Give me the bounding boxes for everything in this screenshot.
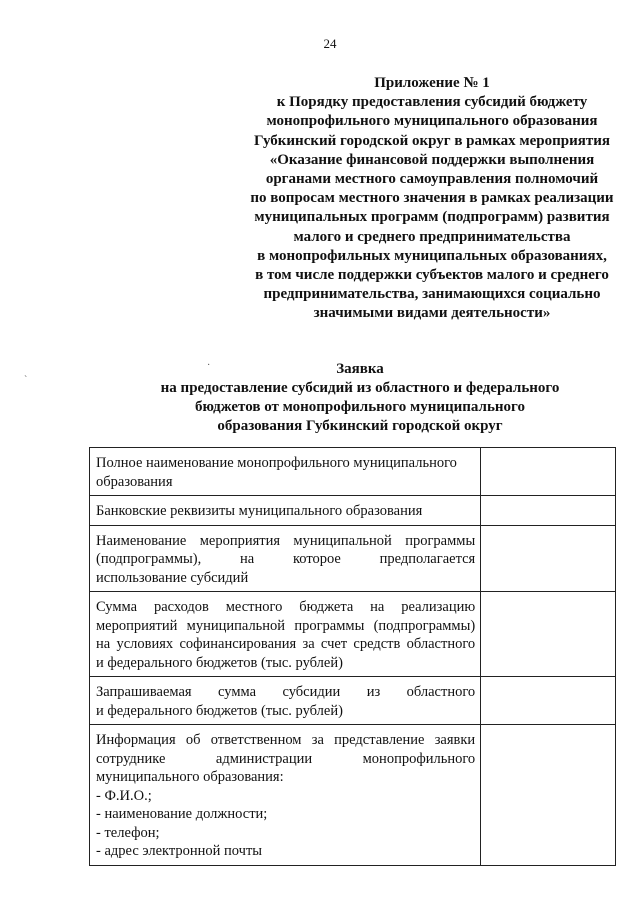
appendix-line: к Порядку предоставления субсидий бюджету (276, 94, 588, 111)
row-label-line: Наименование мероприятия муниципальной программы (96, 532, 476, 549)
row-label-line: образования (96, 473, 173, 490)
row-value-requested-subsidy[interactable] (481, 677, 616, 725)
row-label-line: - Ф.И.О.; (96, 787, 152, 804)
row-value-responsible-person[interactable] (481, 725, 616, 866)
row-label-line: и федерального бюджетов (тыс. рублей) (96, 702, 343, 719)
request-title: Заявка (336, 361, 384, 377)
row-value-municipality-name[interactable] (481, 448, 616, 496)
table-row (90, 496, 616, 526)
table-row (90, 592, 616, 677)
row-label-line: - наименование должности; (96, 806, 268, 822)
row-label-line: - адрес электронной почты (96, 843, 263, 859)
row-label-local-budget-expenses (90, 592, 481, 677)
scan-speck: ` (24, 375, 28, 386)
appendix-line: «Оказание финансовой поддержки выполнения (269, 151, 595, 168)
table-row (90, 725, 616, 866)
appendix-line: значимыми видами деятельности» (313, 305, 551, 322)
row-label-line: сотруднике администрации монопрофильного (96, 750, 476, 767)
row-label-line: мероприятий муниципальной программы (подпрограммы) (96, 617, 476, 634)
appendix-line: органами местного самоуправления полномочий (265, 171, 599, 188)
row-label-line: муниципального образования: (96, 769, 284, 785)
request-subtitle-line: на предоставление субсидий из областного и федерального (160, 380, 560, 396)
row-label-line: - телефон; (96, 824, 160, 841)
page-number: 24 (323, 36, 337, 51)
appendix-line: Приложение № 1 (374, 75, 490, 91)
appendix-line: в монопрофильных муниципальных образованиях, (257, 247, 607, 264)
row-label-line: Запрашиваемая сумма субсидии из областного (96, 684, 476, 700)
request-form-table (89, 447, 616, 866)
row-value-program-activity[interactable] (481, 525, 616, 592)
appendix-header (232, 74, 632, 324)
request-subtitle-line: бюджетов от монопрофильного муниципального (195, 399, 525, 415)
row-label-requested-subsidy (90, 677, 481, 725)
row-label-line: и федерального бюджетов (тыс. рублей) (96, 654, 343, 671)
row-label-bank-details (90, 496, 481, 526)
appendix-line: муниципальных программ (подпрограмм) развития (254, 209, 610, 226)
row-label-program-activity (90, 525, 481, 592)
appendix-line: предпринимательства, занимающихся социально (263, 286, 601, 303)
row-label-line: Полное наименование монопрофильного муниципального (96, 455, 457, 471)
table-row (90, 677, 616, 725)
request-heading (150, 360, 570, 436)
row-label-line: на условиях софинансирования за счет средств областного (96, 636, 476, 652)
appendix-line: по вопросам местного значения в рамках реализации (250, 190, 614, 207)
appendix-line: Губкинский городской округ в рамках мероприятия (254, 132, 610, 149)
request-subtitle-line: образования Губкинский городской округ (217, 418, 503, 434)
table-row (90, 448, 616, 496)
row-label-line: использование субсидий (96, 569, 249, 586)
appendix-line: малого и среднего предпринимательства (293, 228, 571, 245)
appendix-line: в том числе поддержки субъектов малого и среднего (255, 267, 609, 284)
row-value-bank-details[interactable] (481, 496, 616, 526)
appendix-line: монопрофильного муниципального образования (266, 113, 598, 130)
row-label-line: (подпрограммы), на которое предполагается (96, 551, 476, 567)
row-label-line: Сумма расходов местного бюджета на реализацию (96, 599, 476, 615)
row-label-line: Информация об ответственном за представление заявки (96, 732, 476, 748)
table-row (90, 525, 616, 592)
row-label-line: Банковские реквизиты муниципального образования (96, 503, 423, 519)
row-label-municipality-name (90, 448, 481, 496)
row-label-responsible-person (90, 725, 481, 866)
scan-speck: · (207, 360, 211, 371)
row-value-local-budget-expenses[interactable] (481, 592, 616, 677)
